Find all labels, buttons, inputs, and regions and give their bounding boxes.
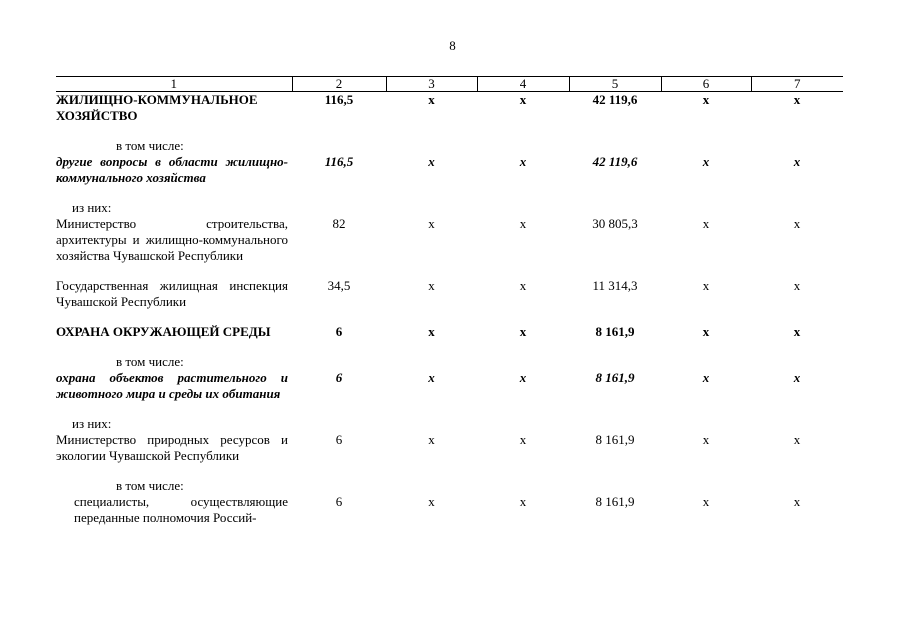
cell-value: х [793, 370, 801, 385]
table-row [56, 324, 843, 340]
budget-table [56, 76, 843, 526]
cell-value: 34,5 [327, 278, 351, 293]
cell-value: х [793, 432, 801, 447]
cell-value: 6 [335, 370, 343, 385]
row-name: ЖИЛИЩНО-КОММУНАЛЬНОЕ ХОЗЯЙСТВО [56, 92, 258, 123]
cell-value: х [793, 278, 801, 293]
table-row [56, 432, 843, 464]
column-header: 3 [386, 77, 477, 92]
cell-value: х [428, 494, 435, 509]
cell-value: х [428, 92, 435, 107]
cell-value: х [702, 494, 710, 509]
cell-value: 116,5 [324, 154, 354, 169]
cell-value: 8 161,9 [595, 432, 635, 447]
cell-value: х [519, 432, 527, 447]
row-name: охрана объектов растительного и животного мира и среды их обитания [56, 370, 288, 401]
row-name: Министерство природных ресурсов и экологии Чувашской Республики [56, 432, 288, 463]
cell-value: х [702, 92, 710, 107]
cell-value: 8 161,9 [595, 370, 635, 385]
table-row [56, 138, 843, 154]
table-row [56, 370, 843, 402]
subsection-label: из них: [72, 416, 112, 431]
cell-value: х [702, 278, 710, 293]
cell-value: х [519, 324, 527, 339]
table-row [56, 354, 843, 370]
row-name: специалисты, осуществляющие переданные полномочия Россий- [74, 494, 288, 525]
subsection-label: из них: [72, 200, 112, 215]
cell-value: х [519, 494, 527, 509]
cell-value: х [793, 216, 801, 231]
cell-value: х [428, 324, 435, 339]
cell-value: 42 119,6 [592, 92, 638, 107]
cell-value: х [793, 494, 801, 509]
cell-value: х [793, 324, 801, 339]
page-number: 8 [449, 38, 456, 53]
cell-value: х [428, 370, 435, 385]
cell-value: х [428, 216, 435, 231]
table-row [56, 278, 843, 310]
cell-value: х [702, 370, 710, 385]
column-header: 7 [751, 77, 843, 92]
row-name: Министерство строительства, архитектуры и жилищно-коммунального хозяйства Чувашской Республики [56, 216, 288, 263]
cell-value: х [519, 370, 527, 385]
subsection-label: в том числе: [116, 478, 184, 493]
table-row [56, 216, 843, 264]
table-row [56, 478, 843, 494]
subsection-label: в том числе: [116, 138, 184, 153]
column-header: 6 [661, 77, 751, 92]
column-header: 1 [56, 77, 292, 92]
cell-value: х [519, 278, 527, 293]
table-row [56, 92, 843, 125]
cell-value: х [428, 154, 435, 169]
row-name: другие вопросы в области жилищно-коммунального хозяйства [56, 154, 288, 185]
table-row [56, 154, 843, 186]
cell-value: х [519, 92, 527, 107]
cell-value: х [702, 432, 710, 447]
cell-value: 11 314,3 [592, 278, 638, 293]
cell-value: х [519, 154, 527, 169]
cell-value: 82 [332, 216, 346, 231]
cell-value: 6 [335, 432, 343, 447]
cell-value: х [519, 216, 527, 231]
column-header: 5 [569, 77, 661, 92]
cell-value: 42 119,6 [592, 154, 638, 169]
column-header: 2 [292, 77, 386, 92]
cell-value: х [428, 278, 435, 293]
cell-value: 6 [335, 494, 343, 509]
cell-value: х [702, 216, 710, 231]
column-header: 4 [477, 77, 569, 92]
cell-value: х [793, 154, 801, 169]
row-name: Государственная жилищная инспекция Чувашской Республики [56, 278, 288, 309]
cell-value: х [793, 92, 801, 107]
header-row [56, 77, 843, 92]
table-row [56, 416, 843, 432]
cell-value: 8 161,9 [595, 324, 635, 339]
subsection-label: в том числе: [116, 354, 184, 369]
cell-value: х [702, 324, 710, 339]
table-row [56, 494, 843, 526]
cell-value: х [428, 432, 435, 447]
table-row [56, 200, 843, 216]
row-name: ОХРАНА ОКРУЖАЮЩЕЙ СРЕДЫ [56, 324, 271, 339]
cell-value: 116,5 [324, 92, 354, 107]
cell-value: 6 [335, 324, 343, 339]
cell-value: 8 161,9 [595, 494, 635, 509]
cell-value: х [702, 154, 710, 169]
cell-value: 30 805,3 [592, 216, 638, 231]
